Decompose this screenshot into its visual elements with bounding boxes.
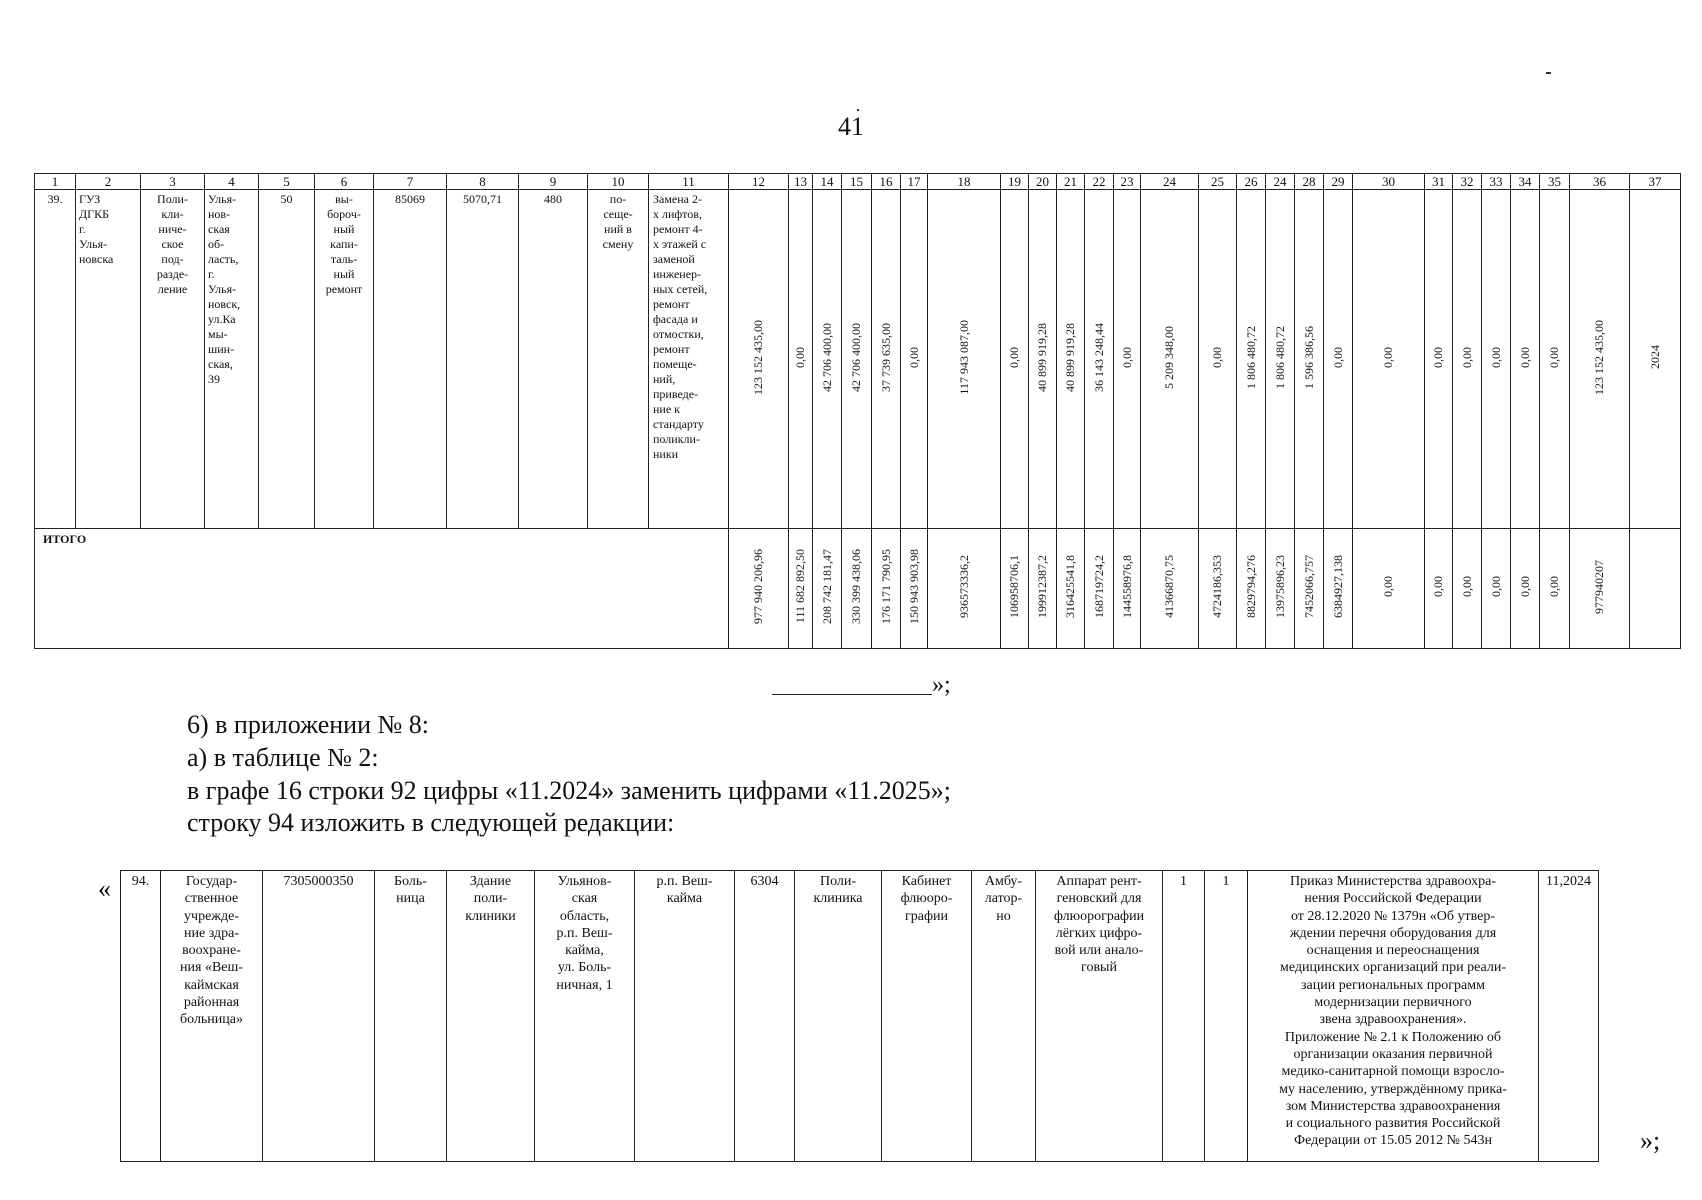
total-col-29 xyxy=(1324,529,1353,649)
row94-col-16: 11,2024 xyxy=(1539,871,1599,1162)
row39-col-1 xyxy=(35,190,76,529)
column-number-18: 18 xyxy=(928,174,1001,190)
row39-value-26: 1 806 480,72 xyxy=(1243,325,1258,389)
column-number-2: 2 xyxy=(76,174,141,190)
total-value-24: 41366870,75 xyxy=(1162,555,1176,618)
row39-col-30 xyxy=(1353,190,1425,529)
column-number-13: 13 xyxy=(789,174,813,190)
total-col-35 xyxy=(1540,529,1570,649)
row39-col-5 xyxy=(259,190,315,529)
row39-value-32: 0,00 xyxy=(1459,346,1474,368)
row39-col-2 xyxy=(76,190,141,529)
column-number-31: 31 xyxy=(1425,174,1453,190)
total-label: ИТОГО xyxy=(35,529,729,649)
column-number-10: 10 xyxy=(588,174,649,190)
row39-col-14 xyxy=(813,190,842,529)
column-number-17: 17 xyxy=(901,174,928,190)
row39-value-33: 0,00 xyxy=(1488,346,1503,368)
row39-col-22 xyxy=(1085,190,1114,529)
column-number-37: 37 xyxy=(1630,174,1681,190)
total-col-33 xyxy=(1482,529,1511,649)
total-value-16: 176 171 790,95 xyxy=(878,549,893,624)
total-value-31: 0,00 xyxy=(1431,576,1445,597)
row39-col-28 xyxy=(1295,190,1324,529)
column-number-28: 28 xyxy=(1295,174,1324,190)
row39-value-31: 0,00 xyxy=(1431,346,1445,368)
row39-col-11 xyxy=(649,190,729,529)
table-row-39 xyxy=(35,190,1681,529)
column-number-30: 30 xyxy=(1353,174,1425,190)
row94-col-1: 94. xyxy=(121,871,161,1162)
row39-col-27 xyxy=(1266,190,1295,529)
paragraph-column-16: в графе 16 строки 92 цифры «11.2024» заменить цифрами «11.2025»; xyxy=(187,776,952,805)
row94-col-3: 7305000350 xyxy=(263,871,375,1162)
row39-col-7 xyxy=(374,190,447,529)
row39-value-21: 40 899 919,28 xyxy=(1063,322,1077,392)
total-col-16 xyxy=(872,529,901,649)
row39-col-19 xyxy=(1001,190,1029,529)
total-col-32 xyxy=(1453,529,1482,649)
table-total-row xyxy=(35,529,1681,649)
column-number-22: 22 xyxy=(1085,174,1114,190)
column-number-20: 20 xyxy=(1029,174,1057,190)
row39-col-37 xyxy=(1630,190,1681,529)
row39-value-30: 0,00 xyxy=(1381,346,1395,368)
column-number-27: 24 xyxy=(1266,174,1295,190)
column-number-34: 34 xyxy=(1511,174,1540,190)
row39-value-18: 117 943 087,00 xyxy=(956,319,971,395)
scan-mark xyxy=(1546,72,1551,74)
total-col-24 xyxy=(1141,529,1199,649)
row39-value-14: 42 706 400,00 xyxy=(819,322,834,392)
column-number-25: 25 xyxy=(1199,174,1237,190)
row39-text-6: вы- бороч- ный капи- таль- ный ремонт xyxy=(325,192,363,296)
row39-text-4: Улья- нов- ская об- ласть, г. Улья- новск, ул.Ка мы- шин- ская, 39 xyxy=(208,192,241,386)
row39-col-10 xyxy=(588,190,649,529)
row39-col-17 xyxy=(901,190,928,529)
row39-value-13: 0,00 xyxy=(793,346,807,368)
total-col-12 xyxy=(729,529,789,649)
row39-text-5: 50 xyxy=(280,192,293,206)
row39-value-22: 36 143 248,44 xyxy=(1091,322,1106,392)
total-value-29: 6384927,138 xyxy=(1330,555,1345,618)
row39-value-24: 5 209 348,00 xyxy=(1162,325,1176,389)
row94-col-8: 6304 xyxy=(735,871,795,1162)
total-value-23: 144558976,8 xyxy=(1119,555,1134,618)
total-col-19 xyxy=(1001,529,1029,649)
equipment-table xyxy=(120,870,1599,1162)
row94-col-13: 1 xyxy=(1163,871,1205,1162)
column-number-4: 4 xyxy=(205,174,259,190)
row39-value-29: 0,00 xyxy=(1330,346,1345,368)
row39-text-3: Поли- кли- ниче- ское под- разде- ление xyxy=(156,192,189,296)
total-value-19: 106958706,1 xyxy=(1007,555,1021,618)
row94-col-14: 1 xyxy=(1205,871,1248,1162)
total-col-23 xyxy=(1114,529,1141,649)
row39-col-34 xyxy=(1511,190,1540,529)
total-col-28 xyxy=(1295,529,1324,649)
column-number-14: 14 xyxy=(813,174,842,190)
row94-col-12: Аппарат рент- геновский для флюорографии лёгких цифро- вой или анало- говый xyxy=(1036,871,1163,1162)
total-col-25 xyxy=(1199,529,1237,649)
total-col-15 xyxy=(842,529,872,649)
row39-col-8 xyxy=(447,190,519,529)
total-value-22: 168719724,2 xyxy=(1091,555,1106,618)
total-col-17 xyxy=(901,529,928,649)
column-number-3: 3 xyxy=(141,174,205,190)
row39-value-17: 0,00 xyxy=(906,346,921,368)
row39-value-16: 37 739 635,00 xyxy=(878,322,893,392)
total-value-21: 316425541,8 xyxy=(1063,555,1077,618)
column-number-11: 11 xyxy=(649,174,729,190)
row39-col-26 xyxy=(1237,190,1266,529)
row39-col-29 xyxy=(1324,190,1353,529)
row39-value-19: 0,00 xyxy=(1007,346,1021,368)
total-value-12: 977 940 206,96 xyxy=(751,549,765,624)
total-col-37 xyxy=(1630,529,1681,649)
column-number-7: 7 xyxy=(374,174,447,190)
row39-col-33 xyxy=(1482,190,1511,529)
row39-col-20 xyxy=(1029,190,1057,529)
paragraph-row-94: строку 94 изложить в следующей редакции: xyxy=(187,808,675,837)
row39-value-37: 2024 xyxy=(1647,345,1662,369)
row39-value-27: 1 806 480,72 xyxy=(1272,325,1287,389)
row94-col-9: Поли- клиника xyxy=(795,871,882,1162)
total-value-20: 199912387,2 xyxy=(1035,555,1049,618)
row39-col-12 xyxy=(729,190,789,529)
row39-value-35: 0,00 xyxy=(1547,346,1561,368)
column-number-33: 33 xyxy=(1482,174,1511,190)
total-value-34: 0,00 xyxy=(1517,576,1532,597)
column-number-5: 5 xyxy=(259,174,315,190)
total-col-34 xyxy=(1511,529,1540,649)
table-row-94 xyxy=(121,871,1599,1162)
row39-col-15 xyxy=(842,190,872,529)
row39-text-10: по- сеще- ний в смену xyxy=(602,192,634,251)
row39-col-18 xyxy=(928,190,1001,529)
row39-col-6 xyxy=(315,190,374,529)
row39-text-7: 85069 xyxy=(395,192,425,206)
scan-mark xyxy=(857,109,859,111)
column-number-35: 35 xyxy=(1540,174,1570,190)
column-number-36: 36 xyxy=(1570,174,1630,190)
total-col-18 xyxy=(928,529,1001,649)
column-number-row xyxy=(35,174,1681,190)
row94-col-15: Приказ Министерства здравоохра- нения Российской Федерации от 28.12.2020 № 1379н «Об утвер- ждении перечня оборудования для оснащения и переоснащения медицинских организаций при реали- зации региональных программ модернизации первичного звена здравоохранения». Приложение № 2.1 к Положению об организации оказания первичной медико-санитарной помощи взросло- му населению, утверждённому прика- зом Министерства здравоохранения и социального развития Российской Федерации от 15.05 2012 № 543н xyxy=(1248,871,1539,1162)
row39-col-16 xyxy=(872,190,901,529)
signature-line xyxy=(772,670,932,695)
row39-col-35 xyxy=(1540,190,1570,529)
row39-col-3 xyxy=(141,190,205,529)
row39-value-34: 0,00 xyxy=(1517,346,1532,368)
column-number-1: 1 xyxy=(35,174,76,190)
row39-col-4 xyxy=(205,190,259,529)
row94-col-11: Амбу- латор- но xyxy=(972,871,1036,1162)
total-col-26 xyxy=(1237,529,1266,649)
row39-col-21 xyxy=(1057,190,1085,529)
paragraph-appendix-8: 6) в приложении № 8: xyxy=(187,710,430,739)
row39-col-24 xyxy=(1141,190,1199,529)
total-value-25: 4724186,353 xyxy=(1210,555,1224,618)
row39-value-20: 40 899 919,28 xyxy=(1035,322,1049,392)
row39-value-15: 42 706 400,00 xyxy=(849,322,863,392)
column-number-9: 9 xyxy=(519,174,588,190)
row39-col-9 xyxy=(519,190,588,529)
row39-col-13 xyxy=(789,190,813,529)
row39-col-23 xyxy=(1114,190,1141,529)
total-value-15: 330 399 438,06 xyxy=(849,549,863,624)
total-value-18: 936573336,2 xyxy=(956,555,971,618)
column-number-12: 12 xyxy=(729,174,789,190)
row39-text-8: 5070,71 xyxy=(463,192,502,206)
total-col-14 xyxy=(813,529,842,649)
total-value-13: 111 682 892,50 xyxy=(793,549,807,624)
column-number-24: 24 xyxy=(1141,174,1199,190)
total-value-30: 0,00 xyxy=(1381,576,1395,597)
column-number-23: 23 xyxy=(1114,174,1141,190)
row39-col-32 xyxy=(1453,190,1482,529)
row94-col-4: Боль- ница xyxy=(375,871,447,1162)
column-number-21: 21 xyxy=(1057,174,1085,190)
table2-open-quote: « xyxy=(98,874,111,903)
total-value-27: 13975896,23 xyxy=(1272,555,1287,618)
paragraph-table-2: а) в таблице № 2: xyxy=(187,743,379,772)
row39-value-23: 0,00 xyxy=(1119,346,1134,368)
total-col-27 xyxy=(1266,529,1295,649)
row39-value-12: 123 152 435,00 xyxy=(751,319,765,395)
total-value-32: 0,00 xyxy=(1459,576,1474,597)
row39-text-11: Замена 2- х лифтов, ремонт 4- х этажей с заменой инженер- ных сетей, ремонт фасада и отмостки, ремонт помеще- ний, приведе- ние к стандарту поликли- ники xyxy=(653,192,708,461)
row94-col-5: Здание поли- клиники xyxy=(447,871,535,1162)
total-value-33: 0,00 xyxy=(1488,576,1503,597)
row94-col-7: р.п. Веш- кайма xyxy=(635,871,735,1162)
total-col-20 xyxy=(1029,529,1057,649)
closing-quote: »; xyxy=(932,672,951,698)
row39-col-36 xyxy=(1570,190,1630,529)
row94-col-2: Государ- ственное учрежде- ние здра- воохране- ния «Веш- каймская районная больница» xyxy=(161,871,263,1162)
total-value-17: 150 943 903,98 xyxy=(906,549,921,624)
total-col-13 xyxy=(789,529,813,649)
total-value-28: 7452066,757 xyxy=(1301,555,1316,618)
table2-close-quote: »; xyxy=(1640,1126,1661,1155)
column-number-8: 8 xyxy=(447,174,519,190)
capital-repair-table xyxy=(34,173,1681,649)
total-col-31 xyxy=(1425,529,1453,649)
page-number: 41 xyxy=(838,112,864,141)
total-col-22 xyxy=(1085,529,1114,649)
total-col-30 xyxy=(1353,529,1425,649)
column-number-29: 29 xyxy=(1324,174,1353,190)
total-value-35: 0,00 xyxy=(1547,576,1561,597)
column-number-6: 6 xyxy=(315,174,374,190)
total-value-26: 8829794,276 xyxy=(1243,555,1258,618)
row39-value-25: 0,00 xyxy=(1210,346,1224,368)
row39-value-36: 123 152 435,00 xyxy=(1592,319,1606,395)
row39-text-9: 480 xyxy=(544,192,562,206)
row94-col-10: Кабинет флюоро- графии xyxy=(882,871,972,1162)
total-value-36: 977940207 xyxy=(1592,559,1606,614)
total-col-21 xyxy=(1057,529,1085,649)
column-number-26: 26 xyxy=(1237,174,1266,190)
total-col-36 xyxy=(1570,529,1630,649)
column-number-15: 15 xyxy=(842,174,872,190)
column-number-16: 16 xyxy=(872,174,901,190)
column-number-19: 19 xyxy=(1001,174,1029,190)
row39-value-28: 1 596 386,56 xyxy=(1301,325,1316,389)
total-value-14: 208 742 181,47 xyxy=(819,549,834,624)
row39-text-2: ГУЗ ДГКБ г. Улья- новска xyxy=(79,192,114,266)
column-number-32: 32 xyxy=(1453,174,1482,190)
row94-col-6: Ульянов- ская область, р.п. Веш- кайма, ул. Боль- ничная, 1 xyxy=(535,871,635,1162)
row39-col-31 xyxy=(1425,190,1453,529)
row39-col-25 xyxy=(1199,190,1237,529)
row39-text-1: 39. xyxy=(47,192,63,206)
